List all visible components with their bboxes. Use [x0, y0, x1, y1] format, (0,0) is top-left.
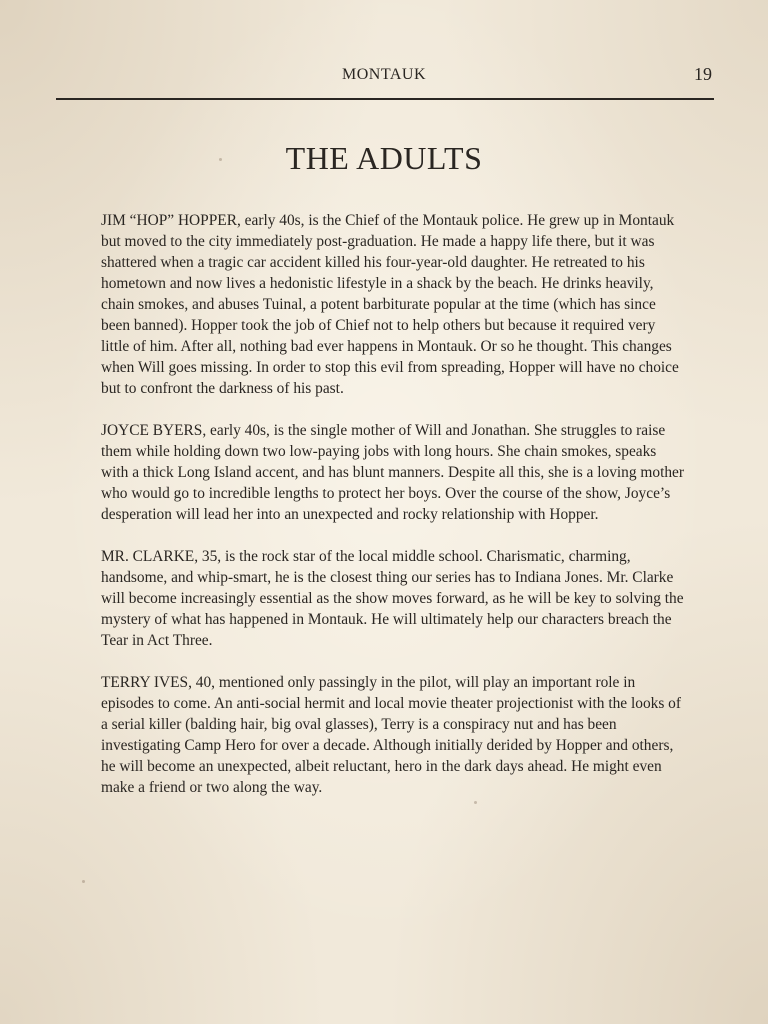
section-title: THE ADULTS: [285, 140, 483, 176]
page-number: 19: [694, 64, 712, 84]
paragraph-clarke: MR. CLARKE, 35, is the rock star of the local middle school. Charismatic, charming, handsome, and whip-smart, he is the closest thing our series has to Indiana Jones. Mr. Clarke will become increasingly essential as the show moves forward, as he will be key to solving the mystery of what has happened in Montauk. He will ultimately help our characters breach the Tear in Act Three.: [101, 548, 684, 649]
paragraph-hopper: JIM “HOP” HOPPER, early 40s, is the Chief of the Montauk police. He grew up in Montauk but moved to the city immediately post-graduation. He made a happy life there, but it was shattered when a tragic car accident killed his four-year-old daughter. He retreated to his hometown and now lives a hedonistic lifestyle in a shack by the beach. He drinks heavily, chain smokes, and abuses Tuinal, a potent barbiturate popular at the time (which has since been banned). Hopper took the job of Chief not to help others but because it required very little of him. After all, nothing bad ever happens in Montauk. Or so he thought. This changes when Will goes missing. In order to stop this evil from spreading, Hopper will have no choice but to confront the darkness of his past.: [101, 212, 679, 397]
paper-speck: [219, 158, 222, 161]
header-rule: [56, 98, 714, 100]
body-text: [101, 210, 686, 819]
paper-speck: [82, 880, 85, 883]
paragraph-terry: TERRY IVES, 40, mentioned only passingly in the pilot, will play an important role in episodes to come. An anti-social hermit and local movie theater projectionist with the looks of a serial killer (balding hair, big oval glasses), Terry is a conspiracy nut and has been investigating Camp Hero for over a decade. Although initially derided by Hopper and others, he will become an unexpected, albeit reluctant, hero in the dark days ahead. He might even make a friend or two along the way.: [101, 674, 681, 796]
paper-speck: [474, 801, 477, 804]
paragraph-joyce: JOYCE BYERS, early 40s, is the single mother of Will and Jonathan. She struggles to raise them while holding down two low-paying jobs with long hours. She chain smokes, speaks with a thick Long Island accent, and has blunt manners. Despite all this, she is a loving mother who would go to incredible lengths to protect her boys. Over the course of the show, Joyce’s desperation will lead her into an unexpected and rocky relationship with Hopper.: [101, 422, 685, 523]
running-header-title: MONTAUK: [342, 66, 426, 83]
